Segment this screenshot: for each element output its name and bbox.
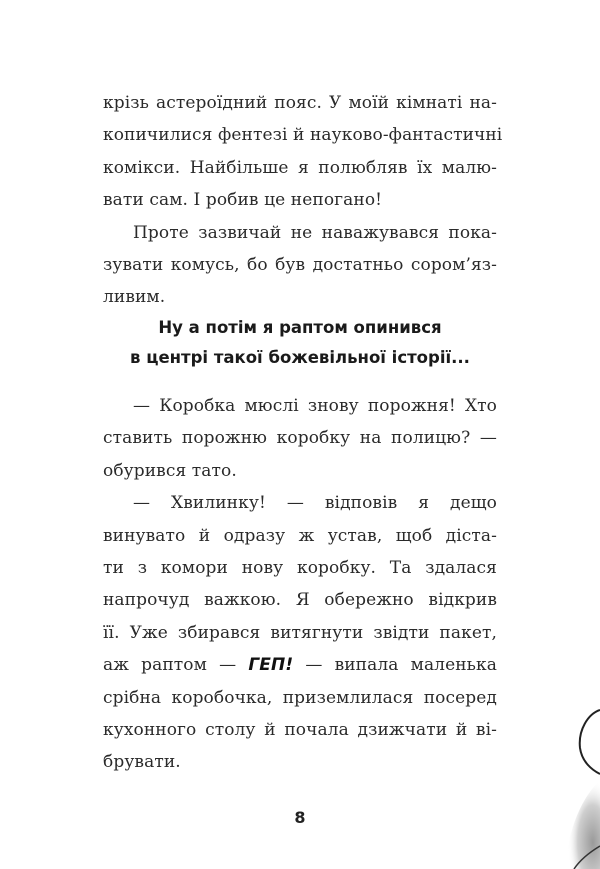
page-number: 8 [294,808,306,827]
text-line: крізь астероїдний пояс. У моїй кімнаті на- [103,93,497,113]
text-line: ти з комори нову коробку. Та здалася [103,557,497,578]
text-line: обурився тато. [103,460,237,481]
text-fragment: — випала маленька [293,655,497,676]
text-line: винувато й одразу ж устав, щоб діста- [103,525,497,546]
text-fragment: аж раптом — [103,655,249,676]
text-line: Проте зазвичай не наважувався пока- [133,222,497,243]
text-line: напрочуд важкою. Я обережно відкрив [103,590,497,611]
text-line: її. Уже збирався витягнути звідти пакет, [103,622,497,643]
text-line: кухонного столу й почала дзижчати й ві- [103,719,497,740]
section-heading [60,313,540,373]
text-line: ливим. [103,287,166,308]
text-line: срібна коробочка, приземлилася посеред [103,687,497,708]
text-line: ставить порожню коробку на полицю? — [103,428,497,449]
text-line: вати сам. І робив це непогано! [103,190,383,211]
text-line: — Хвилинку! — відповів я дещо [133,493,497,514]
text-line: комікси. Найбільше я полюбляв їх малю- [103,157,497,178]
text-line: — Коробка мюслі знову порожня! Хто [133,396,497,416]
text-line: брувати. [103,752,181,773]
heading-line: в центрі такої божевільної історії... [130,348,470,367]
corner-illustration [560,670,600,869]
sound-effect: ГЕП! [248,655,294,676]
heading-line: Ну а потім я раптом опинився [158,318,442,337]
text-line: зувати комусь, бо був достатньо сором’яз- [103,254,497,275]
body-text-top [103,87,503,314]
text-line: копичилися фентезі й науково-фантастичні [103,125,503,146]
body-text-bottom [103,390,497,779]
text-line-gep [103,649,497,681]
